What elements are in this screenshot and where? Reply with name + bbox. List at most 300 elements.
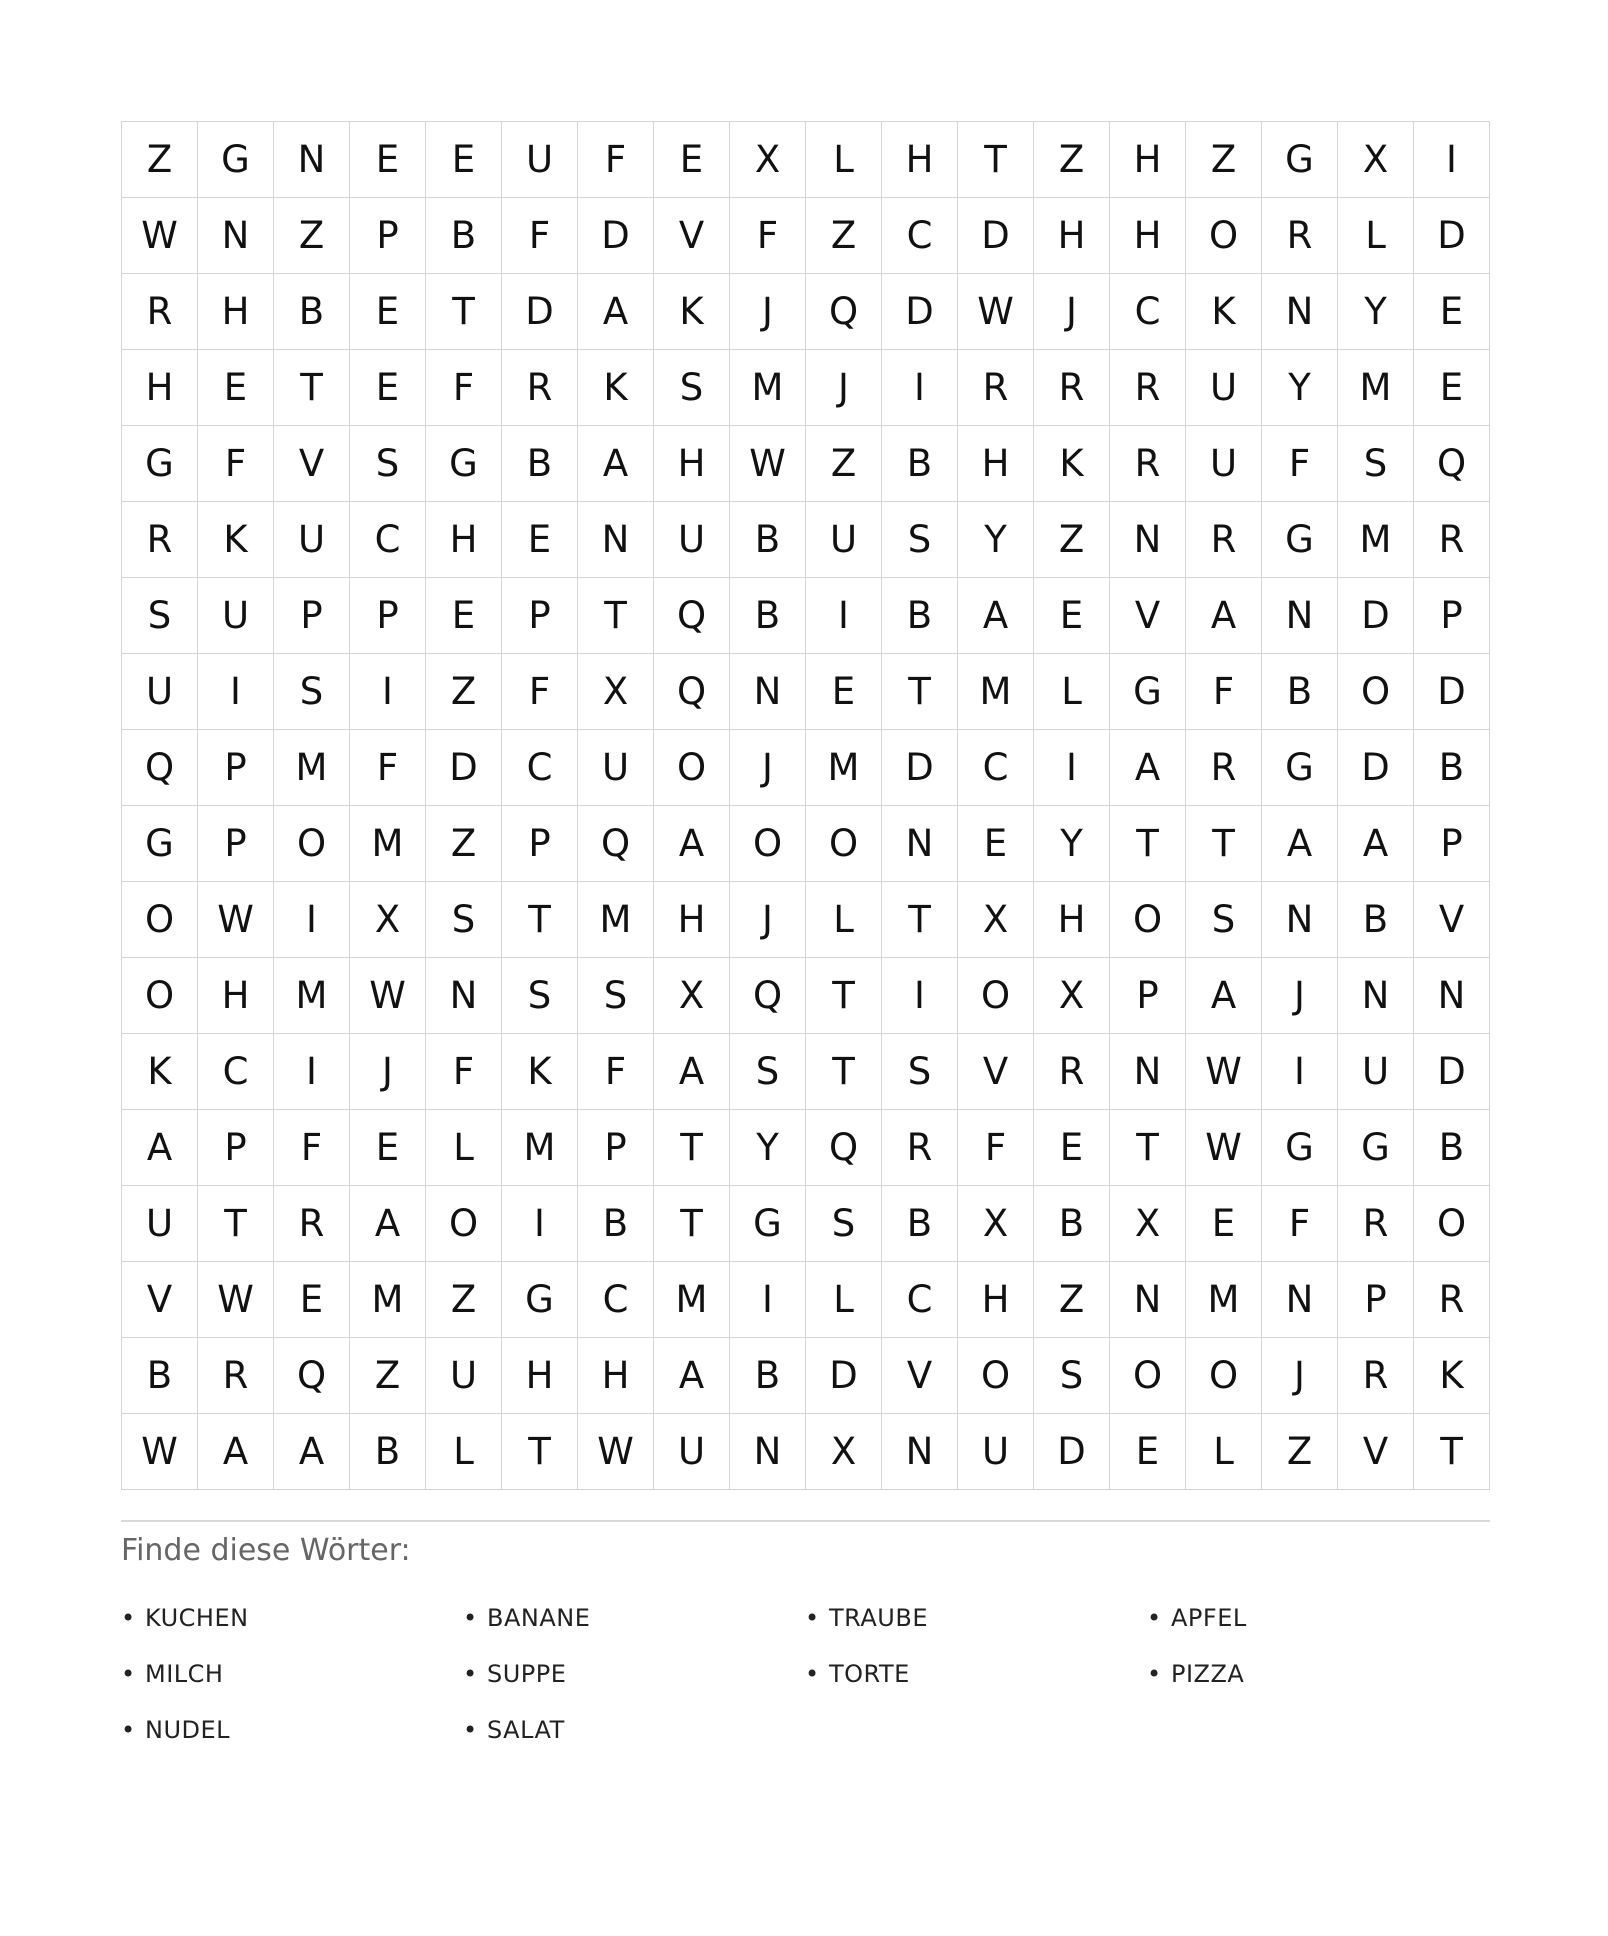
- grid-cell[interactable]: E: [806, 654, 882, 730]
- grid-cell[interactable]: N: [1338, 958, 1414, 1034]
- grid-cell[interactable]: L: [426, 1414, 502, 1490]
- grid-cell[interactable]: T: [1110, 806, 1186, 882]
- grid-cell[interactable]: C: [1110, 274, 1186, 350]
- grid-cell[interactable]: U: [806, 502, 882, 578]
- grid-cell[interactable]: M: [730, 350, 806, 426]
- grid-cell[interactable]: U: [1186, 350, 1262, 426]
- grid-cell[interactable]: I: [806, 578, 882, 654]
- grid-cell[interactable]: J: [806, 350, 882, 426]
- grid-cell[interactable]: I: [274, 882, 350, 958]
- grid-cell[interactable]: E: [502, 502, 578, 578]
- grid-cell[interactable]: G: [122, 806, 198, 882]
- grid-cell[interactable]: Z: [426, 1262, 502, 1338]
- grid-cell[interactable]: E: [350, 350, 426, 426]
- grid-cell[interactable]: T: [198, 1186, 274, 1262]
- grid-cell[interactable]: E: [350, 274, 426, 350]
- grid-cell[interactable]: L: [426, 1110, 502, 1186]
- grid-cell[interactable]: F: [274, 1110, 350, 1186]
- grid-cell[interactable]: T: [806, 1034, 882, 1110]
- grid-cell[interactable]: G: [1262, 122, 1338, 198]
- grid-cell[interactable]: V: [882, 1338, 958, 1414]
- grid-cell[interactable]: S: [730, 1034, 806, 1110]
- grid-cell[interactable]: P: [1338, 1262, 1414, 1338]
- grid-cell[interactable]: R: [882, 1110, 958, 1186]
- grid-cell[interactable]: T: [502, 1414, 578, 1490]
- grid-cell[interactable]: F: [1186, 654, 1262, 730]
- grid-cell[interactable]: M: [1338, 502, 1414, 578]
- grid-cell[interactable]: U: [1186, 426, 1262, 502]
- grid-cell[interactable]: V: [1414, 882, 1490, 958]
- grid-cell[interactable]: A: [1338, 806, 1414, 882]
- grid-cell[interactable]: P: [1110, 958, 1186, 1034]
- grid-cell[interactable]: S: [122, 578, 198, 654]
- grid-cell[interactable]: Z: [426, 806, 502, 882]
- grid-cell[interactable]: Z: [1034, 122, 1110, 198]
- grid-cell[interactable]: H: [578, 1338, 654, 1414]
- grid-cell[interactable]: J: [1034, 274, 1110, 350]
- grid-cell[interactable]: G: [1338, 1110, 1414, 1186]
- grid-cell[interactable]: J: [350, 1034, 426, 1110]
- grid-cell[interactable]: D: [882, 730, 958, 806]
- grid-cell[interactable]: T: [502, 882, 578, 958]
- grid-cell[interactable]: D: [806, 1338, 882, 1414]
- grid-cell[interactable]: B: [350, 1414, 426, 1490]
- grid-cell[interactable]: S: [1034, 1338, 1110, 1414]
- grid-cell[interactable]: S: [1186, 882, 1262, 958]
- grid-cell[interactable]: B: [578, 1186, 654, 1262]
- grid-cell[interactable]: Z: [1034, 502, 1110, 578]
- grid-cell[interactable]: G: [730, 1186, 806, 1262]
- grid-cell[interactable]: D: [1414, 654, 1490, 730]
- grid-cell[interactable]: E: [274, 1262, 350, 1338]
- grid-cell[interactable]: D: [578, 198, 654, 274]
- grid-cell[interactable]: A: [578, 274, 654, 350]
- grid-cell[interactable]: N: [198, 198, 274, 274]
- grid-cell[interactable]: A: [274, 1414, 350, 1490]
- grid-cell[interactable]: X: [958, 1186, 1034, 1262]
- grid-cell[interactable]: S: [274, 654, 350, 730]
- grid-cell[interactable]: R: [1262, 198, 1338, 274]
- grid-cell[interactable]: A: [1186, 578, 1262, 654]
- grid-cell[interactable]: C: [882, 1262, 958, 1338]
- grid-cell[interactable]: T: [806, 958, 882, 1034]
- grid-cell[interactable]: D: [1338, 578, 1414, 654]
- grid-cell[interactable]: B: [1338, 882, 1414, 958]
- grid-cell[interactable]: H: [958, 1262, 1034, 1338]
- grid-cell[interactable]: U: [198, 578, 274, 654]
- grid-cell[interactable]: H: [882, 122, 958, 198]
- grid-cell[interactable]: Q: [654, 654, 730, 730]
- grid-cell[interactable]: K: [502, 1034, 578, 1110]
- grid-cell[interactable]: R: [1110, 426, 1186, 502]
- grid-cell[interactable]: L: [806, 1262, 882, 1338]
- grid-cell[interactable]: R: [1186, 730, 1262, 806]
- grid-cell[interactable]: A: [654, 806, 730, 882]
- grid-cell[interactable]: N: [730, 1414, 806, 1490]
- grid-cell[interactable]: U: [1338, 1034, 1414, 1110]
- grid-cell[interactable]: L: [1338, 198, 1414, 274]
- grid-cell[interactable]: B: [882, 426, 958, 502]
- grid-cell[interactable]: N: [730, 654, 806, 730]
- grid-cell[interactable]: I: [882, 958, 958, 1034]
- grid-cell[interactable]: M: [274, 958, 350, 1034]
- grid-cell[interactable]: F: [730, 198, 806, 274]
- grid-cell[interactable]: B: [274, 274, 350, 350]
- grid-cell[interactable]: M: [958, 654, 1034, 730]
- grid-cell[interactable]: J: [730, 882, 806, 958]
- grid-cell[interactable]: X: [654, 958, 730, 1034]
- grid-cell[interactable]: M: [806, 730, 882, 806]
- grid-cell[interactable]: F: [502, 654, 578, 730]
- grid-cell[interactable]: H: [654, 882, 730, 958]
- grid-cell[interactable]: M: [350, 806, 426, 882]
- grid-cell[interactable]: A: [1186, 958, 1262, 1034]
- grid-cell[interactable]: M: [654, 1262, 730, 1338]
- grid-cell[interactable]: Z: [1034, 1262, 1110, 1338]
- grid-cell[interactable]: H: [958, 426, 1034, 502]
- grid-cell[interactable]: U: [122, 654, 198, 730]
- grid-cell[interactable]: O: [654, 730, 730, 806]
- grid-cell[interactable]: U: [426, 1338, 502, 1414]
- grid-cell[interactable]: N: [426, 958, 502, 1034]
- grid-cell[interactable]: K: [122, 1034, 198, 1110]
- grid-cell[interactable]: X: [578, 654, 654, 730]
- grid-cell[interactable]: N: [882, 1414, 958, 1490]
- grid-cell[interactable]: V: [1338, 1414, 1414, 1490]
- grid-cell[interactable]: J: [1262, 1338, 1338, 1414]
- grid-cell[interactable]: A: [122, 1110, 198, 1186]
- grid-cell[interactable]: K: [654, 274, 730, 350]
- grid-cell[interactable]: B: [882, 1186, 958, 1262]
- grid-cell[interactable]: U: [122, 1186, 198, 1262]
- grid-cell[interactable]: R: [1034, 350, 1110, 426]
- grid-cell[interactable]: O: [958, 958, 1034, 1034]
- grid-cell[interactable]: F: [578, 1034, 654, 1110]
- grid-cell[interactable]: R: [1034, 1034, 1110, 1110]
- grid-cell[interactable]: M: [578, 882, 654, 958]
- grid-cell[interactable]: Q: [806, 274, 882, 350]
- grid-cell[interactable]: X: [1110, 1186, 1186, 1262]
- grid-cell[interactable]: A: [1110, 730, 1186, 806]
- grid-cell[interactable]: T: [274, 350, 350, 426]
- grid-cell[interactable]: I: [1414, 122, 1490, 198]
- grid-cell[interactable]: P: [1414, 578, 1490, 654]
- grid-cell[interactable]: E: [1414, 274, 1490, 350]
- grid-cell[interactable]: D: [882, 274, 958, 350]
- grid-cell[interactable]: Z: [426, 654, 502, 730]
- grid-cell[interactable]: C: [350, 502, 426, 578]
- grid-cell[interactable]: P: [578, 1110, 654, 1186]
- grid-cell[interactable]: M: [274, 730, 350, 806]
- grid-cell[interactable]: X: [730, 122, 806, 198]
- grid-cell[interactable]: A: [578, 426, 654, 502]
- grid-cell[interactable]: F: [198, 426, 274, 502]
- grid-cell[interactable]: T: [654, 1110, 730, 1186]
- grid-cell[interactable]: L: [1034, 654, 1110, 730]
- grid-cell[interactable]: P: [502, 806, 578, 882]
- grid-cell[interactable]: B: [882, 578, 958, 654]
- grid-cell[interactable]: W: [958, 274, 1034, 350]
- grid-cell[interactable]: H: [654, 426, 730, 502]
- grid-cell[interactable]: P: [198, 730, 274, 806]
- grid-cell[interactable]: I: [274, 1034, 350, 1110]
- grid-cell[interactable]: D: [1338, 730, 1414, 806]
- grid-cell[interactable]: T: [1110, 1110, 1186, 1186]
- grid-cell[interactable]: G: [1262, 502, 1338, 578]
- grid-cell[interactable]: R: [198, 1338, 274, 1414]
- grid-cell[interactable]: R: [1338, 1338, 1414, 1414]
- grid-cell[interactable]: U: [578, 730, 654, 806]
- grid-cell[interactable]: F: [350, 730, 426, 806]
- grid-cell[interactable]: H: [1110, 198, 1186, 274]
- grid-cell[interactable]: C: [958, 730, 1034, 806]
- grid-cell[interactable]: E: [1034, 1110, 1110, 1186]
- grid-cell[interactable]: F: [426, 1034, 502, 1110]
- grid-cell[interactable]: U: [654, 502, 730, 578]
- grid-cell[interactable]: B: [730, 1338, 806, 1414]
- grid-cell[interactable]: I: [1034, 730, 1110, 806]
- grid-cell[interactable]: R: [274, 1186, 350, 1262]
- grid-cell[interactable]: B: [1262, 654, 1338, 730]
- grid-cell[interactable]: P: [350, 198, 426, 274]
- grid-cell[interactable]: D: [1414, 1034, 1490, 1110]
- grid-cell[interactable]: F: [958, 1110, 1034, 1186]
- grid-cell[interactable]: T: [882, 882, 958, 958]
- grid-cell[interactable]: G: [1110, 654, 1186, 730]
- grid-cell[interactable]: F: [578, 122, 654, 198]
- grid-cell[interactable]: P: [350, 578, 426, 654]
- grid-cell[interactable]: T: [958, 122, 1034, 198]
- grid-cell[interactable]: U: [654, 1414, 730, 1490]
- grid-cell[interactable]: O: [1338, 654, 1414, 730]
- grid-cell[interactable]: H: [1110, 122, 1186, 198]
- grid-cell[interactable]: A: [350, 1186, 426, 1262]
- grid-cell[interactable]: T: [654, 1186, 730, 1262]
- grid-cell[interactable]: L: [806, 882, 882, 958]
- grid-cell[interactable]: Q: [1414, 426, 1490, 502]
- grid-cell[interactable]: D: [426, 730, 502, 806]
- grid-cell[interactable]: H: [122, 350, 198, 426]
- grid-cell[interactable]: H: [426, 502, 502, 578]
- grid-cell[interactable]: C: [578, 1262, 654, 1338]
- grid-cell[interactable]: H: [1034, 198, 1110, 274]
- grid-cell[interactable]: G: [502, 1262, 578, 1338]
- grid-cell[interactable]: N: [1262, 1262, 1338, 1338]
- grid-cell[interactable]: B: [502, 426, 578, 502]
- grid-cell[interactable]: A: [958, 578, 1034, 654]
- grid-cell[interactable]: Y: [1262, 350, 1338, 426]
- grid-cell[interactable]: K: [1186, 274, 1262, 350]
- grid-cell[interactable]: K: [1414, 1338, 1490, 1414]
- grid-cell[interactable]: E: [198, 350, 274, 426]
- grid-cell[interactable]: N: [1110, 1034, 1186, 1110]
- grid-cell[interactable]: S: [502, 958, 578, 1034]
- grid-cell[interactable]: R: [502, 350, 578, 426]
- grid-cell[interactable]: O: [122, 958, 198, 1034]
- grid-cell[interactable]: G: [426, 426, 502, 502]
- grid-cell[interactable]: W: [730, 426, 806, 502]
- grid-cell[interactable]: H: [198, 274, 274, 350]
- grid-cell[interactable]: U: [502, 122, 578, 198]
- grid-cell[interactable]: J: [730, 730, 806, 806]
- grid-cell[interactable]: L: [1186, 1414, 1262, 1490]
- grid-cell[interactable]: T: [426, 274, 502, 350]
- grid-cell[interactable]: B: [122, 1338, 198, 1414]
- grid-cell[interactable]: F: [426, 350, 502, 426]
- grid-cell[interactable]: Z: [1262, 1414, 1338, 1490]
- grid-cell[interactable]: O: [426, 1186, 502, 1262]
- grid-cell[interactable]: R: [958, 350, 1034, 426]
- grid-cell[interactable]: F: [502, 198, 578, 274]
- grid-cell[interactable]: D: [1034, 1414, 1110, 1490]
- grid-cell[interactable]: Q: [578, 806, 654, 882]
- grid-cell[interactable]: O: [806, 806, 882, 882]
- grid-cell[interactable]: R: [122, 502, 198, 578]
- grid-cell[interactable]: B: [730, 502, 806, 578]
- grid-cell[interactable]: W: [578, 1414, 654, 1490]
- grid-cell[interactable]: D: [1414, 198, 1490, 274]
- grid-cell[interactable]: M: [1338, 350, 1414, 426]
- grid-cell[interactable]: N: [1414, 958, 1490, 1034]
- grid-cell[interactable]: Z: [1186, 122, 1262, 198]
- grid-cell[interactable]: P: [502, 578, 578, 654]
- grid-cell[interactable]: O: [730, 806, 806, 882]
- grid-cell[interactable]: V: [1110, 578, 1186, 654]
- grid-cell[interactable]: Q: [806, 1110, 882, 1186]
- grid-cell[interactable]: R: [1110, 350, 1186, 426]
- grid-cell[interactable]: Y: [730, 1110, 806, 1186]
- grid-cell[interactable]: C: [882, 198, 958, 274]
- grid-cell[interactable]: I: [198, 654, 274, 730]
- grid-cell[interactable]: R: [1338, 1186, 1414, 1262]
- grid-cell[interactable]: Q: [122, 730, 198, 806]
- grid-cell[interactable]: Y: [958, 502, 1034, 578]
- grid-cell[interactable]: K: [578, 350, 654, 426]
- grid-cell[interactable]: S: [882, 502, 958, 578]
- grid-cell[interactable]: C: [502, 730, 578, 806]
- grid-cell[interactable]: S: [806, 1186, 882, 1262]
- grid-cell[interactable]: O: [122, 882, 198, 958]
- grid-cell[interactable]: N: [1262, 274, 1338, 350]
- grid-cell[interactable]: J: [730, 274, 806, 350]
- grid-cell[interactable]: V: [122, 1262, 198, 1338]
- grid-cell[interactable]: V: [958, 1034, 1034, 1110]
- grid-cell[interactable]: D: [502, 274, 578, 350]
- grid-cell[interactable]: E: [350, 122, 426, 198]
- grid-cell[interactable]: N: [1110, 1262, 1186, 1338]
- grid-cell[interactable]: T: [578, 578, 654, 654]
- grid-cell[interactable]: I: [730, 1262, 806, 1338]
- grid-cell[interactable]: X: [1338, 122, 1414, 198]
- grid-cell[interactable]: R: [1414, 1262, 1490, 1338]
- grid-cell[interactable]: E: [958, 806, 1034, 882]
- grid-cell[interactable]: X: [1034, 958, 1110, 1034]
- grid-cell[interactable]: A: [198, 1414, 274, 1490]
- grid-cell[interactable]: E: [426, 122, 502, 198]
- grid-cell[interactable]: S: [1338, 426, 1414, 502]
- grid-cell[interactable]: S: [882, 1034, 958, 1110]
- grid-cell[interactable]: T: [1414, 1414, 1490, 1490]
- grid-cell[interactable]: S: [578, 958, 654, 1034]
- grid-cell[interactable]: P: [198, 1110, 274, 1186]
- grid-cell[interactable]: O: [1186, 198, 1262, 274]
- grid-cell[interactable]: F: [1262, 1186, 1338, 1262]
- grid-cell[interactable]: Y: [1338, 274, 1414, 350]
- grid-cell[interactable]: I: [1262, 1034, 1338, 1110]
- grid-cell[interactable]: F: [1262, 426, 1338, 502]
- grid-cell[interactable]: Z: [122, 122, 198, 198]
- grid-cell[interactable]: M: [502, 1110, 578, 1186]
- grid-cell[interactable]: B: [426, 198, 502, 274]
- grid-cell[interactable]: J: [1262, 958, 1338, 1034]
- grid-cell[interactable]: H: [198, 958, 274, 1034]
- grid-cell[interactable]: K: [198, 502, 274, 578]
- grid-cell[interactable]: W: [122, 198, 198, 274]
- grid-cell[interactable]: B: [1414, 730, 1490, 806]
- grid-cell[interactable]: G: [122, 426, 198, 502]
- grid-cell[interactable]: G: [198, 122, 274, 198]
- grid-cell[interactable]: E: [350, 1110, 426, 1186]
- grid-cell[interactable]: Q: [274, 1338, 350, 1414]
- grid-cell[interactable]: B: [1034, 1186, 1110, 1262]
- grid-cell[interactable]: Z: [350, 1338, 426, 1414]
- grid-cell[interactable]: S: [426, 882, 502, 958]
- grid-cell[interactable]: N: [1262, 578, 1338, 654]
- grid-cell[interactable]: O: [1186, 1338, 1262, 1414]
- grid-cell[interactable]: Q: [730, 958, 806, 1034]
- grid-cell[interactable]: T: [882, 654, 958, 730]
- grid-cell[interactable]: X: [958, 882, 1034, 958]
- grid-cell[interactable]: A: [654, 1034, 730, 1110]
- grid-cell[interactable]: Z: [806, 426, 882, 502]
- grid-cell[interactable]: O: [1414, 1186, 1490, 1262]
- grid-cell[interactable]: G: [1262, 1110, 1338, 1186]
- grid-cell[interactable]: O: [1110, 1338, 1186, 1414]
- grid-cell[interactable]: N: [1110, 502, 1186, 578]
- grid-cell[interactable]: I: [882, 350, 958, 426]
- grid-cell[interactable]: X: [350, 882, 426, 958]
- grid-cell[interactable]: M: [350, 1262, 426, 1338]
- grid-cell[interactable]: B: [1414, 1110, 1490, 1186]
- grid-cell[interactable]: D: [958, 198, 1034, 274]
- grid-cell[interactable]: K: [1034, 426, 1110, 502]
- grid-cell[interactable]: U: [958, 1414, 1034, 1490]
- grid-cell[interactable]: E: [1034, 578, 1110, 654]
- grid-cell[interactable]: L: [806, 122, 882, 198]
- grid-cell[interactable]: A: [1262, 806, 1338, 882]
- grid-cell[interactable]: H: [1034, 882, 1110, 958]
- grid-cell[interactable]: E: [1110, 1414, 1186, 1490]
- grid-cell[interactable]: H: [502, 1338, 578, 1414]
- grid-cell[interactable]: W: [198, 882, 274, 958]
- grid-cell[interactable]: N: [274, 122, 350, 198]
- grid-cell[interactable]: R: [1414, 502, 1490, 578]
- grid-cell[interactable]: U: [274, 502, 350, 578]
- grid-cell[interactable]: O: [958, 1338, 1034, 1414]
- grid-cell[interactable]: W: [122, 1414, 198, 1490]
- grid-cell[interactable]: N: [1262, 882, 1338, 958]
- grid-cell[interactable]: Z: [274, 198, 350, 274]
- grid-cell[interactable]: S: [654, 350, 730, 426]
- grid-cell[interactable]: V: [274, 426, 350, 502]
- grid-cell[interactable]: Q: [654, 578, 730, 654]
- grid-cell[interactable]: I: [502, 1186, 578, 1262]
- grid-cell[interactable]: E: [1414, 350, 1490, 426]
- grid-cell[interactable]: X: [806, 1414, 882, 1490]
- grid-cell[interactable]: N: [578, 502, 654, 578]
- grid-cell[interactable]: M: [1186, 1262, 1262, 1338]
- grid-cell[interactable]: A: [654, 1338, 730, 1414]
